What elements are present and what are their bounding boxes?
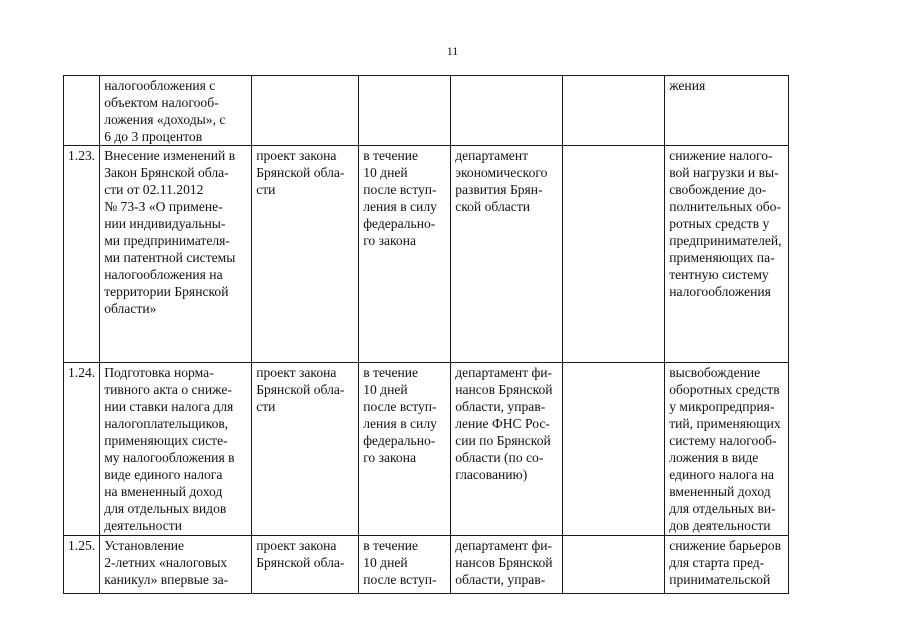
deadline: [359, 76, 451, 146]
empty-cell: [563, 536, 665, 594]
measure-description: Установление 2-летних «налоговых каникул» впервые за-: [100, 536, 252, 594]
responsible-body: департамент экономического развития Брян- ской области: [451, 146, 563, 363]
measures-table: [63, 75, 789, 594]
expected-result: снижение барьеров для старта пред- принимательской: [665, 536, 789, 594]
page-number: 11: [446, 44, 459, 58]
empty-cell: [563, 76, 665, 146]
item-number: [64, 76, 100, 146]
measure-description: налогообложения с объектом налогооб- ложения «доходы», с 6 до 3 процентов: [100, 76, 252, 146]
deadline: в течение 10 дней после вступ- ления в силу федерально- го закона: [359, 363, 451, 536]
table-row: [64, 146, 789, 363]
empty-cell: [563, 146, 665, 363]
deadline: в течение 10 дней после вступ-: [359, 536, 451, 594]
expected-result: снижение налого- вой нагрузки и вы- свобождение до- полнительных обо- ротных средств у предпринимателей, применяющих па- тентную систему налогообложения: [665, 146, 789, 363]
responsible-body: департамент фи- нансов Брянской области, управ- ление ФНС Рос- сии по Брянской области (по со- гласованию): [451, 363, 563, 536]
table-row: [64, 76, 789, 146]
expected-result: жения: [665, 76, 789, 146]
deadline: в течение 10 дней после вступ- ления в силу федерально- го закона: [359, 146, 451, 363]
table-row: [64, 363, 789, 536]
document-type: проект закона Брянской обла- сти: [252, 363, 359, 536]
measure-description: Внесение изменений в Закон Брянской обла- сти от 02.11.2012 № 73-З «О примене- нии индивидуальны- ми предпринимателя- ми патентной системы налогообложения на территории Брянской области»: [100, 146, 252, 363]
responsible-body: департамент фи- нансов Брянской области, управ-: [451, 536, 563, 594]
document-type: проект закона Брянской обла-: [252, 536, 359, 594]
empty-cell: [563, 363, 665, 536]
measure-description: Подготовка норма- тивного акта о сниже- нии ставки налога для налогоплательщиков, применяющих систе- му налогообложения в виде единого налога на вмененный доход для отдельных видов деятельности: [100, 363, 252, 536]
responsible-body: [451, 76, 563, 146]
document-type: проект закона Брянской обла- сти: [252, 146, 359, 363]
table-row: [64, 536, 789, 594]
document-type: [252, 76, 359, 146]
item-number: 1.25.: [64, 536, 100, 594]
expected-result: высвобождение оборотных средств у микропредприя- тий, применяющих систему налогооб- ложения в виде единого налога на вмененный доход для отдельных ви- дов деятельности: [665, 363, 789, 536]
item-number: 1.24.: [64, 363, 100, 536]
item-number: 1.23.: [64, 146, 100, 363]
